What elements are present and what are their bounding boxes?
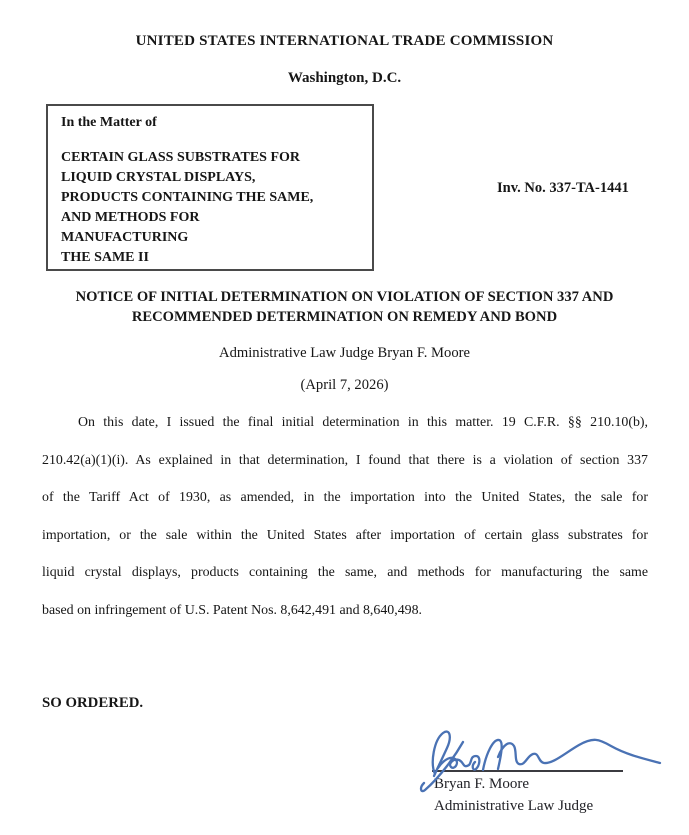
case-caption-box	[46, 104, 374, 271]
doc-location: Washington, D.C.	[287, 70, 402, 86]
case-title-line: AND METHODS FOR	[61, 210, 200, 225]
body-line: On this date, I issued the final initial determination in this matter. 19 C.F.R. §§ 210.10(b),	[78, 415, 648, 430]
so-ordered-closing: SO ORDERED.	[42, 695, 144, 711]
signature-block	[413, 726, 683, 826]
in-the-matter-of-label: In the Matter of	[61, 115, 157, 130]
body-paragraph	[42, 404, 648, 630]
signer-name: Bryan F. Moore	[434, 776, 530, 792]
notice-title-line1: NOTICE OF INITIAL DETERMINATION ON VIOLATION OF SECTION 337 AND	[75, 289, 614, 305]
case-title-line: THE SAME II	[61, 250, 149, 265]
body-line: of the Tariff Act of 1930, as amended, in the importation into the United States, the sale for	[42, 490, 648, 506]
signer-title: Administrative Law Judge	[434, 798, 594, 814]
investigation-number: Inv. No. 337-TA-1441	[497, 180, 629, 196]
judge-byline: Administrative Law Judge Bryan F. Moore	[219, 345, 470, 361]
signature-ink-icon	[413, 726, 671, 802]
body-line: importation, or the sale within the United States after importation of certain glass substrates for	[42, 527, 648, 543]
doc-title: UNITED STATES INTERNATIONAL TRADE COMMISSION	[135, 33, 554, 49]
decision-date: (April 7, 2026)	[300, 377, 389, 393]
body-line: based on infringement of U.S. Patent Nos. 8,642,491 and 8,640,498.	[42, 602, 423, 618]
case-title-line: PRODUCTS CONTAINING THE SAME,	[61, 190, 314, 205]
case-title-line: LIQUID CRYSTAL DISPLAYS,	[61, 170, 256, 185]
notice-title-line2: RECOMMENDED DETERMINATION ON REMEDY AND BOND	[131, 309, 558, 325]
case-title-line: MANUFACTURING	[61, 230, 189, 245]
body-line: 210.42(a)(1)(i). As explained in that determination, I found that there is a violation of section 337	[42, 452, 648, 468]
case-title-line: CERTAIN GLASS SUBSTRATES FOR	[61, 150, 300, 165]
body-line: liquid crystal displays, products containing the same, and methods for manufacturing the same	[42, 565, 648, 581]
